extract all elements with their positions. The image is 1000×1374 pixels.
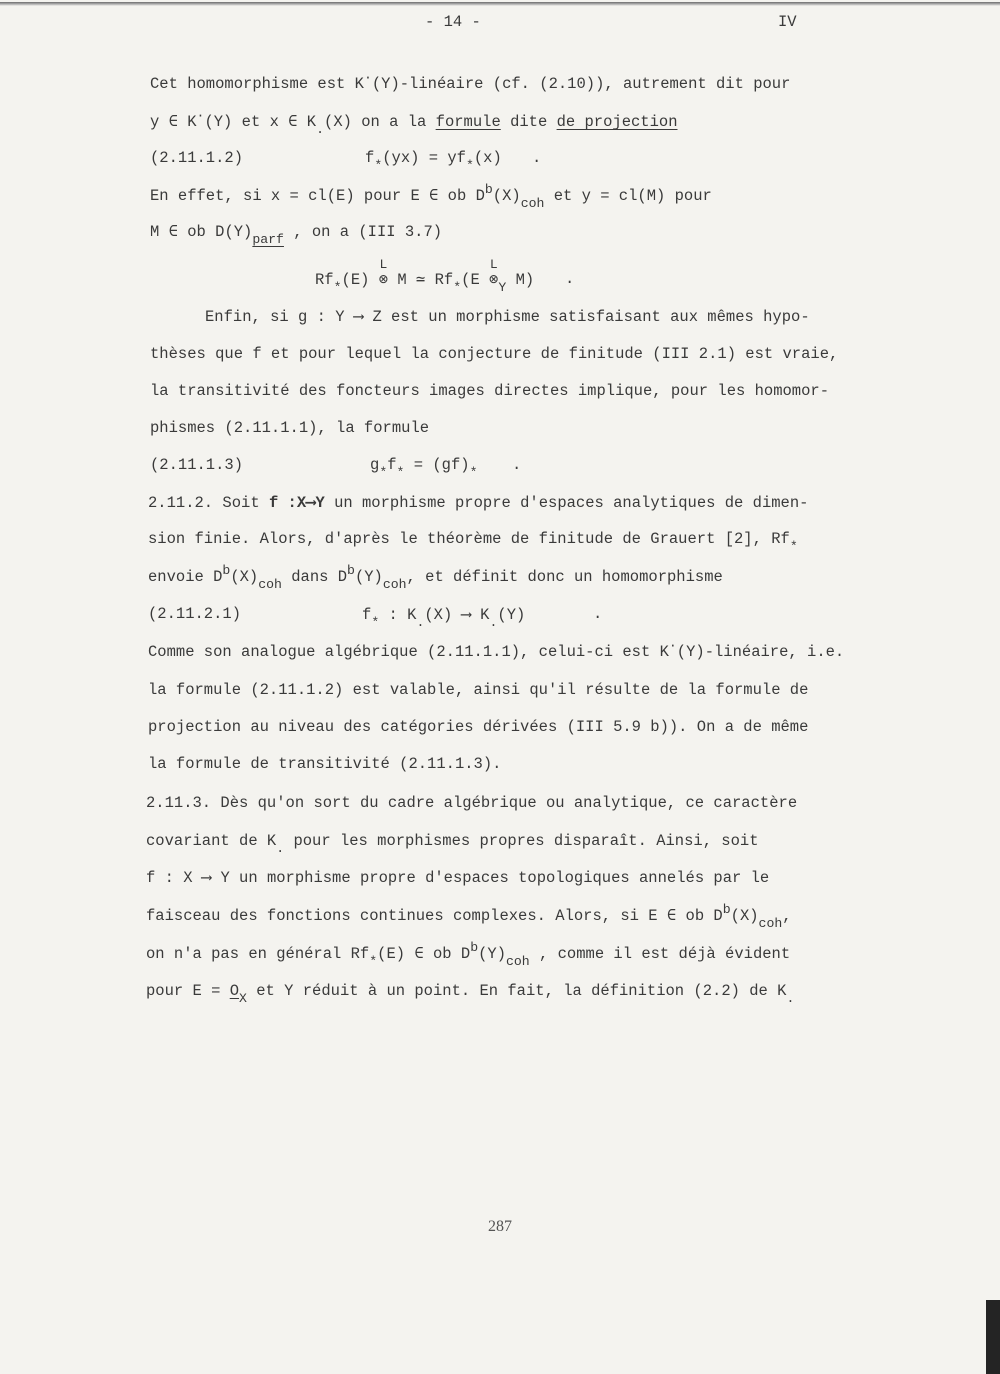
page-header-number: - 14 - bbox=[425, 13, 481, 31]
text-line: f : X ⟶ Y un morphisme propre d'espaces topologiques annelés par le bbox=[146, 869, 770, 887]
text-line: la formule (2.11.1.2) est valable, ainsi qu'il résulte de la formule de bbox=[148, 681, 809, 699]
text-line: faisceau des fonctions continues complexes. Alors, si E ∈ ob $D^b(X)_{coh}$, bbox=[146, 901, 792, 932]
text-line: projection au niveau des catégories dérivées (III 5.9 b)). On a de même bbox=[148, 718, 809, 736]
section-number: 2.11.3. bbox=[146, 794, 212, 812]
equation: $Rf_*(E)$ L ⊗ M ≃ $Rf_*(E$ L $\otimes_Y$ M) bbox=[315, 257, 535, 296]
underlined-term: formule bbox=[435, 113, 501, 131]
text-line: pour $E = O_X$ et Y réduit à un point. En fait, la définition (2.2) de $K_.$ bbox=[146, 982, 795, 1007]
section-number: 2.11.2. bbox=[148, 494, 214, 512]
underlined-term: de projection bbox=[556, 113, 678, 131]
equation: $f_*(yx) = yf_*(x)$ bbox=[365, 149, 502, 174]
equation: $f_*$ : $K_.(X)$ ⟶ $K_.(Y)$ bbox=[362, 606, 526, 631]
chapter-label: IV bbox=[778, 13, 797, 31]
text-line: envoie $D^b(X)_{coh}$ dans $D^b(Y)_{coh}$, et définit donc un homomorphisme bbox=[148, 562, 723, 593]
text-line: phismes (2.11.1.1), la formule bbox=[150, 419, 430, 437]
text-line: y ∈ K·(Y) et x ∈ $K_.(X)$ on a la formule dite de projection bbox=[150, 107, 678, 138]
text-line: on n'a pas en général $Rf_*(E)$ ∈ ob $D^b(Y)_{coh}$ , comme il est déjà évident bbox=[146, 939, 791, 970]
equation-label: (2.11.2.1) bbox=[148, 605, 242, 623]
text-line: 2.11.3. Dès qu'on sort du cadre algébrique ou analytique, ce caractère bbox=[146, 794, 798, 812]
text-line: 2.11.2. Soit f :X⟶Y un morphisme propre d'espaces analytiques de dimen- bbox=[148, 494, 809, 512]
equation-label: (2.11.1.3) bbox=[150, 456, 244, 474]
text-line: thèses que f et pour lequel la conjecture de finitude (III 2.1) est vraie, bbox=[150, 345, 839, 363]
text-line: sion finie. Alors, d'après le théorème de finitude de Grauert [2], $Rf_*$ bbox=[148, 530, 798, 555]
text-line: M ∈ ob $D(Y)_{parf}$ , on a (III 3.7) bbox=[150, 223, 443, 248]
text-line: la formule de transitivité (2.11.1.3). bbox=[148, 755, 502, 773]
equation: $g_*f_* = (gf)_*$ bbox=[370, 456, 478, 481]
text-line: Comme son analogue algébrique (2.11.1.1), celui-ci est K·(Y)-linéaire, i.e. bbox=[148, 637, 845, 661]
page-footer-number: 287 bbox=[488, 1218, 512, 1235]
scan-edge-mark bbox=[986, 1300, 1000, 1374]
text-line: Enfin, si g : Y ⟶ Z est un morphisme satisfaisant aux mêmes hypo- bbox=[205, 308, 810, 326]
text-line: la transitivité des foncteurs images directes implique, pour les homomor- bbox=[150, 382, 830, 400]
equation-label: (2.11.1.2) bbox=[150, 149, 244, 167]
text-line: covariant de $K_.$ pour les morphismes propres disparaît. Ainsi, soit bbox=[146, 832, 759, 857]
text-line: En effet, si x = cl(E) pour E ∈ ob $D^b(X)_{coh}$ et y = cl(M) pour bbox=[150, 181, 712, 212]
text-line: Cet homomorphisme est K·(Y)-linéaire (cf. (2.10)), autrement dit pour bbox=[150, 69, 791, 93]
scan-top-border bbox=[0, 2, 1000, 6]
